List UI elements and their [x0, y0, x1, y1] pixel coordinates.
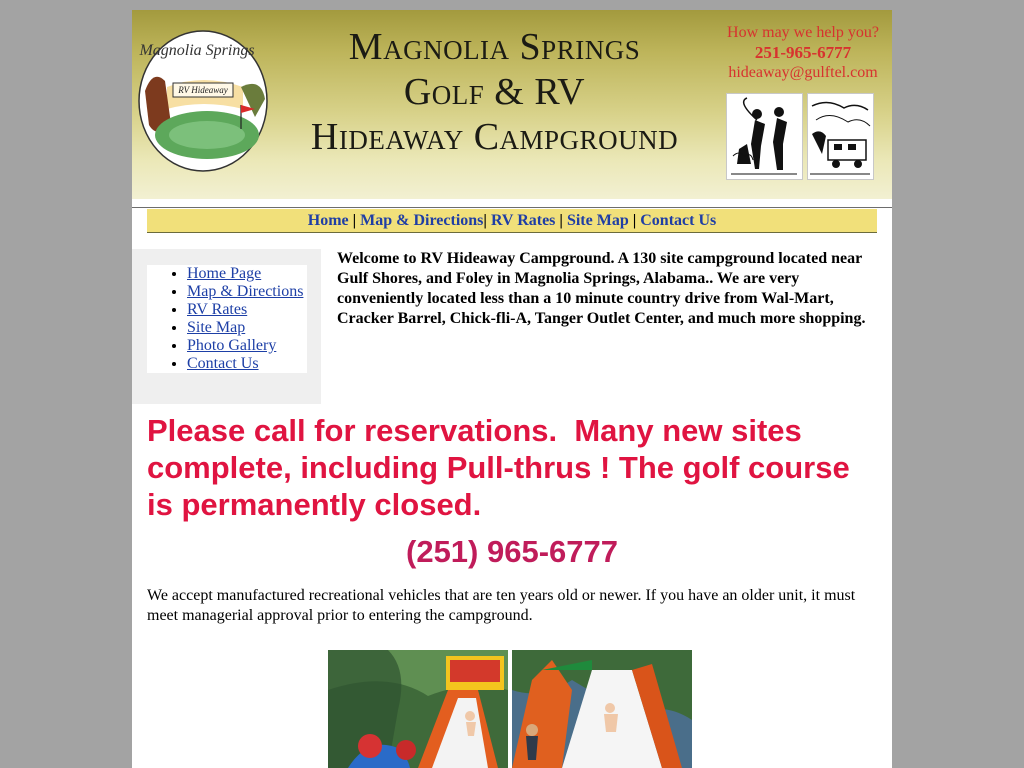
nav-home[interactable]: Home [307, 212, 349, 229]
nav-separator: | [632, 212, 637, 229]
nav-map-directions[interactable]: Map & Directions [360, 212, 484, 229]
sidebar-item-contact-us [187, 355, 307, 373]
nav-rv-rates[interactable]: RV Rates [490, 212, 556, 229]
nav-separator: | [483, 212, 487, 229]
nav-site-map[interactable]: Site Map [566, 212, 629, 229]
inflatable-slide-photo[interactable] [328, 650, 508, 768]
site-title [287, 24, 702, 156]
camper-sketch [807, 93, 874, 180]
title-line-2: Golf & RV [403, 71, 586, 113]
contact-email[interactable]: hideaway@gulftel.com [728, 64, 878, 81]
logo-top-text: Magnolia Springs [139, 42, 255, 59]
sidebar-nav [132, 249, 321, 404]
welcome-text: Welcome to RV Hideaway Campground. A 130 site campground located near Gulf Shores, and Foley in Magnolia Springs, Alabama.. We are very conveniently located less than a 10 minute country drive from Wal-Mart, Cracker Barrel, Chick-fli-A, Tanger Outlet Center, and much more shopping. [337, 250, 866, 327]
sidebar-link-home-page[interactable]: Home Page [187, 265, 262, 282]
sidebar-item-site-map [187, 319, 307, 337]
rv-policy-text: We accept manufactured recreational vehicles that are ten years old or newer. If you have an older unit, it must meet managerial approval prior to entering the campground. [147, 587, 856, 624]
inflatable-slide-photo[interactable] [512, 650, 692, 768]
top-nav [147, 209, 877, 233]
title-line-3: Hideaway Campground [310, 116, 679, 158]
page-container [132, 10, 892, 768]
sidebar-link-map-directions[interactable]: Map & Directions [187, 283, 304, 300]
golfers-sketch [726, 93, 803, 180]
logo-sign-text: RV Hideaway [178, 85, 228, 95]
contact-phone: 251-965-6777 [754, 43, 852, 62]
title-line-1: Magnolia Springs [348, 26, 641, 68]
header-contact [717, 24, 889, 82]
header-banner [132, 10, 892, 199]
sidebar-link-photo-gallery[interactable]: Photo Gallery [187, 337, 277, 354]
nav-contact-us[interactable]: Contact Us [640, 212, 717, 229]
sidebar-link-site-map[interactable]: Site Map [187, 319, 246, 336]
sidebar-item-rv-rates [187, 301, 307, 319]
sidebar-item-photo-gallery [187, 337, 307, 355]
nav-separator: | [559, 212, 563, 229]
sidebar-item-home-page [187, 265, 307, 283]
nav-separator: | [352, 212, 357, 229]
sidebar-item-map-directions [187, 283, 307, 301]
sidebar-list [147, 265, 307, 373]
reservation-alert: Please call for reservations. Many new sites complete, including Pull-thrus ! The golf course is permanently closed. [147, 413, 859, 522]
contact-question: How may we help you? [727, 24, 879, 41]
magnolia-springs-logo[interactable] [137, 29, 269, 173]
sidebar-link-rv-rates[interactable]: RV Rates [187, 301, 248, 318]
header-divider [132, 207, 892, 208]
sidebar-link-contact-us[interactable]: Contact Us [187, 355, 259, 372]
phone-number: (251) 965-6777 [406, 534, 618, 569]
